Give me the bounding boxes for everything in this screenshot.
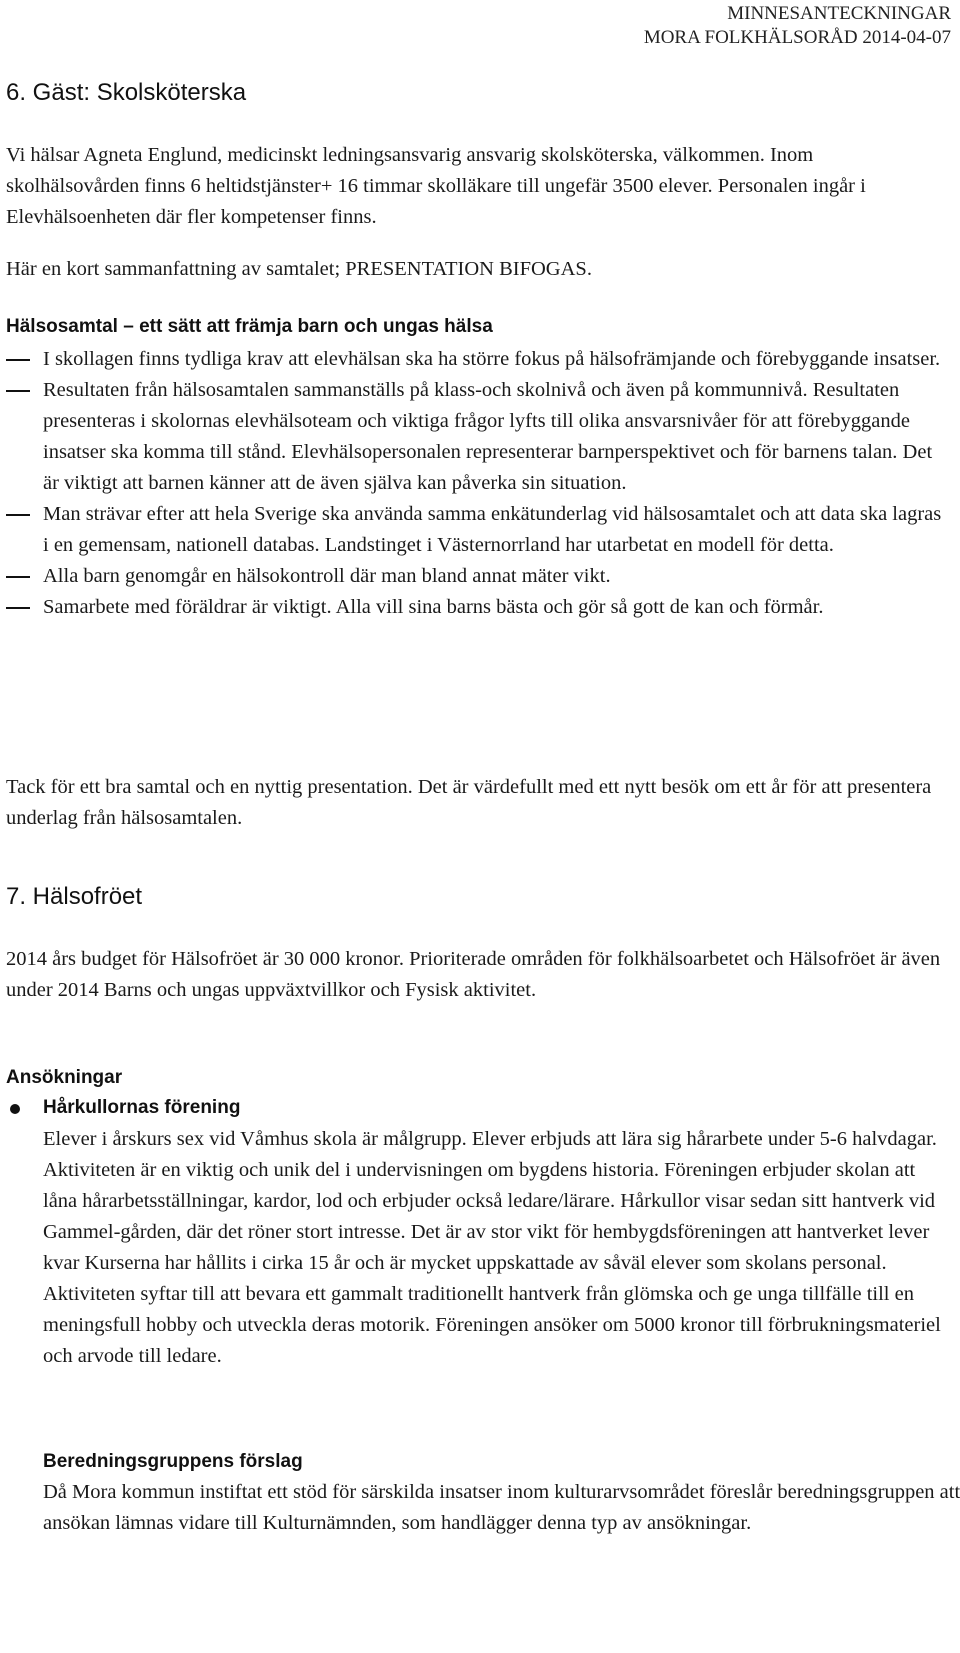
health-talk-list [6, 344, 951, 623]
applicant-name: Hårkullornas förening [43, 1097, 241, 1118]
section-6-summary: Här en kort sammanfattning av samtalet; PRESENTATION BIFOGAS. [6, 258, 592, 280]
list-item: Man strävar efter att hela Sverige ska använda samma enkätunderlag vid hälsosamtalet och att data ska lagras i en gemensam, nationell databas. Landstinget i Västernorrland har utarbetat en modell för detta. [6, 499, 951, 561]
section-7-budget: 2014 års budget för Hälsofröet är 30 000 kronor. Prioriterade områden för folkhälsoarbetet och Hälsofröet är även under 2014 Barns och ungas uppväxtvillkor och Fysisk aktivitet. [6, 948, 941, 1001]
application-item [6, 1094, 951, 1372]
list-item: I skollagen finns tydliga krav att elevhälsan ska ha större fokus på hälsofrämjande och förebyggande insatser. [6, 344, 951, 375]
dash-icon [6, 359, 30, 361]
section-6-heading: 6. Gäst: Skolsköterska [6, 79, 247, 106]
header-meeting: MORA FOLKHÄLSORÅD 2014-04-07 [643, 27, 951, 48]
dash-icon [6, 607, 30, 609]
list-item: Resultaten från hälsosamtalen sammanställs på klass-och skolnivå och även på kommunnivå. Resultaten presenteras i skolornas elevhälsoteam och viktiga frågor lyfts till olika ansvarsnivåer för att förebyggande insatser ska komma till stånd. Elevhälsopersonalen representerar barnperspektivet och för barnens talan. Det är viktigt att barnen känner att de även själva kan påverka sin situation. [6, 375, 951, 499]
bullet-icon [10, 1104, 20, 1114]
section-7-heading: 7. Hälsofröet [6, 883, 143, 910]
dash-icon [6, 390, 30, 392]
section-6-subheading: Hälsosamtal – ett sätt att främja barn och ungas hälsa [6, 316, 493, 337]
list-item: Alla barn genomgår en hälsokontroll där man bland annat mäter vikt. [6, 561, 951, 592]
page-header [644, 2, 951, 50]
section-6-intro: Vi hälsar Agneta Englund, medicinskt ledningsansvarig ansvarig skolsköterska, välkommen. Inom skolhälsovården finns 6 heltidstjänster+ 16 timmar skolläkare till ungefär 3500 elever. Personalen ingår i Elevhälsoenheten där fler kompetenser finns. [6, 144, 866, 228]
section-6-closing: Tack för ett bra samtal och en nyttig presentation. Det är värdefullt med ett nytt besök om ett år för att presentera underlag från hälsosamtalen. [6, 776, 932, 829]
proposal-text: Då Mora kommun instiftat ett stöd för särskilda insatser inom kulturarvsområdet föreslår beredningsgruppen att ansökan lämnas vidare till Kulturnämnden, som handlägger denna typ av ansökningar. [43, 1481, 960, 1534]
applications-heading: Ansökningar [6, 1067, 123, 1088]
applicant-description: Elever i årskurs sex vid Våmhus skola är målgrupp. Elever erbjuds att lära sig hårarbete under 5-6 halvdagar. Aktiviteten är en viktig och unik del i undervisningen om bygdens historia. Föreningen erbjuder skolan att låna hårarbetsställningar, kardor, lod och erbjuder också ledare/lärare. Hårkullor visar sedan sitt hantverk vid Gammel-gården, där det röner stort intresse. Det är av stor vikt för hembygdsföreningen att hantverket lever kvar Kurserna har hållits i cirka 15 år och är mycket uppskattade av såväl elever som skolans personal. Aktiviteten syftar till att bevara ett gammalt traditionellt hantverk från glömska och ge unga tillfälle till en meningsfull hobby och utveckla deras motorik. Föreningen ansöker om 5000 kronor till förbrukningsmateriel och arvode till ledare. [43, 1128, 941, 1367]
proposal-heading: Beredningsgruppens förslag [43, 1451, 303, 1472]
list-item: Samarbete med föräldrar är viktigt. Alla vill sina barns bästa och gör så gott de kan och förmår. [6, 592, 951, 623]
dash-icon [6, 514, 30, 516]
dash-icon [6, 576, 30, 578]
header-doc-type: MINNESANTECKNINGAR [727, 3, 951, 24]
